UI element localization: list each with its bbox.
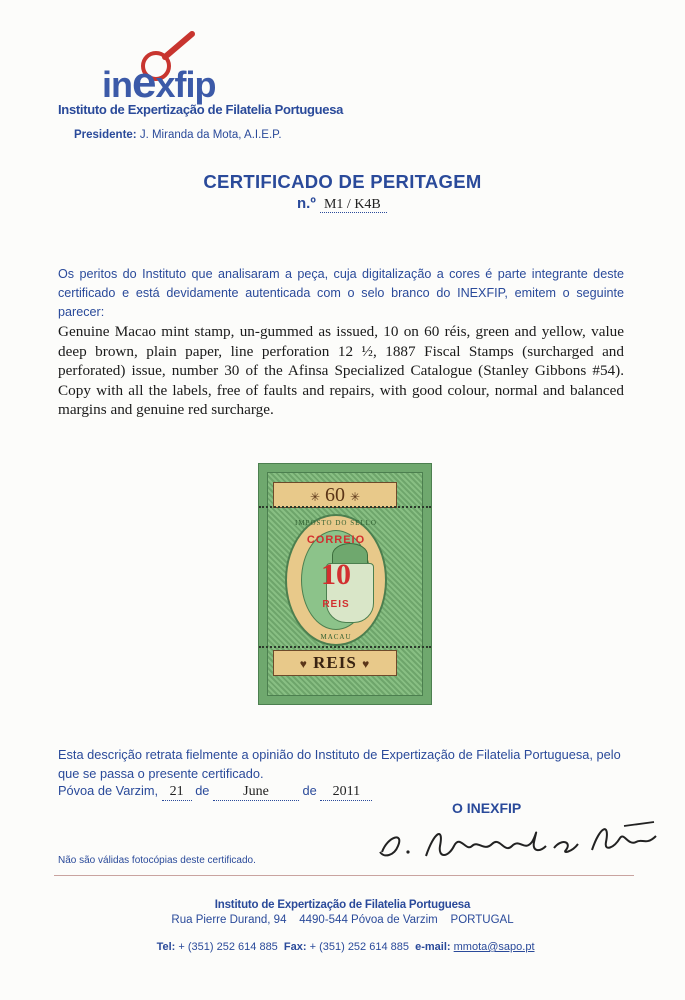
logo-wordmark (102, 58, 216, 108)
heart-ornament-right-icon: ♥ (362, 657, 371, 671)
date-day: 21 (162, 784, 192, 801)
heart-ornament-left-icon: ♥ (299, 657, 308, 671)
stamp-oval-frame (285, 514, 387, 646)
date-line (58, 783, 372, 801)
logo-prefix: in (102, 64, 132, 105)
president-label: Presidente: (74, 129, 137, 141)
ornament-right-icon: ✳ (350, 490, 361, 504)
surcharge-reis: REIS (322, 599, 350, 610)
oval-bottom-text: MACAU (320, 633, 352, 641)
footer-institute-name: Instituto de Expertização de Filatelia Portuguesa (214, 899, 471, 911)
institute-name: Instituto de Expertização de Filatelia Portuguesa (58, 102, 344, 117)
date-month: June (213, 784, 299, 801)
date-place: Póvoa de Varzim, (58, 783, 159, 798)
email-label: e-mail: (415, 941, 451, 953)
date-year: 2011 (320, 784, 372, 801)
president-line (74, 129, 282, 141)
footer-address: Rua Pierre Durand, 94 4490-544 Póvoa de Varzim PORTUGAL (171, 914, 514, 926)
ornament-left-icon: ✳ (309, 490, 320, 504)
email-link[interactable]: mmota@sapo.pt (453, 941, 535, 953)
date-de-1: de (195, 783, 210, 798)
perforation-bottom (259, 646, 431, 648)
certificate-title: CERTIFICADO DE PERITAGEM (203, 171, 482, 192)
logo-e: e (132, 58, 156, 107)
certificate-number (297, 195, 387, 213)
fax-number: + (351) 252 614 885 (306, 941, 416, 953)
footer-divider (54, 875, 634, 876)
tel-number: + (351) 252 614 885 (175, 941, 284, 953)
intro-paragraph: Os peritos do Instituto que analisaram a peça, cuja digitalização a cores é parte integrante deste certificado e está devidamente autenticada com o selo branco do INEXFIP, emitem o seguinte parecer: (58, 267, 624, 319)
certificate-number-value: M1 / K4B (320, 197, 387, 213)
certificate-number-label: n.º (297, 195, 316, 212)
logo-suffix: xfip (155, 64, 216, 105)
surcharge-value: 10 (321, 558, 351, 591)
opinion-paragraph: Genuine Macao mint stamp, un-gummed as issued, 10 on 60 réis, green and yellow, value deep brown, plain paper, line perforation 12 ½, 1887 Fiscal Stamps (surcharged and perforated) issue, number 30 of the Afinsa Specialized Catalogue (Stanley Gibbons #54). Copy with all the labels, free of faults and repairs, with good colour, normal and balanced margins and genuine red surcharge. (58, 323, 624, 418)
stamp-image (258, 463, 432, 705)
declaration-paragraph: Esta descrição retrata fielmente a opinião do Instituto de Expertização de Filatelia Portuguesa, pelo que se passa o presente certificado. (58, 747, 621, 781)
surcharge-correio: CORREIO (306, 534, 366, 546)
date-de-2: de (302, 783, 317, 798)
disclaimer-note: Não são válidas fotocópias deste certificado. (58, 855, 256, 866)
stamp-top-value: 60 (325, 484, 345, 506)
stamp-bottom-label: REIS (313, 653, 357, 672)
footer-contact (0, 929, 685, 953)
president-name: J. Miranda da Mota, A.I.E.P. (136, 129, 282, 141)
fax-label: Fax: (283, 941, 307, 953)
stamp-top-value-panel (273, 482, 397, 508)
perforation-top (259, 506, 431, 508)
tel-label: Tel: (156, 941, 176, 953)
signatory-label: O INEXFIP (452, 800, 522, 816)
stamp-bottom-label-panel (273, 650, 397, 676)
oval-top-text: IMPOSTO DO SELLO (295, 519, 377, 527)
handwritten-signature (374, 812, 664, 868)
